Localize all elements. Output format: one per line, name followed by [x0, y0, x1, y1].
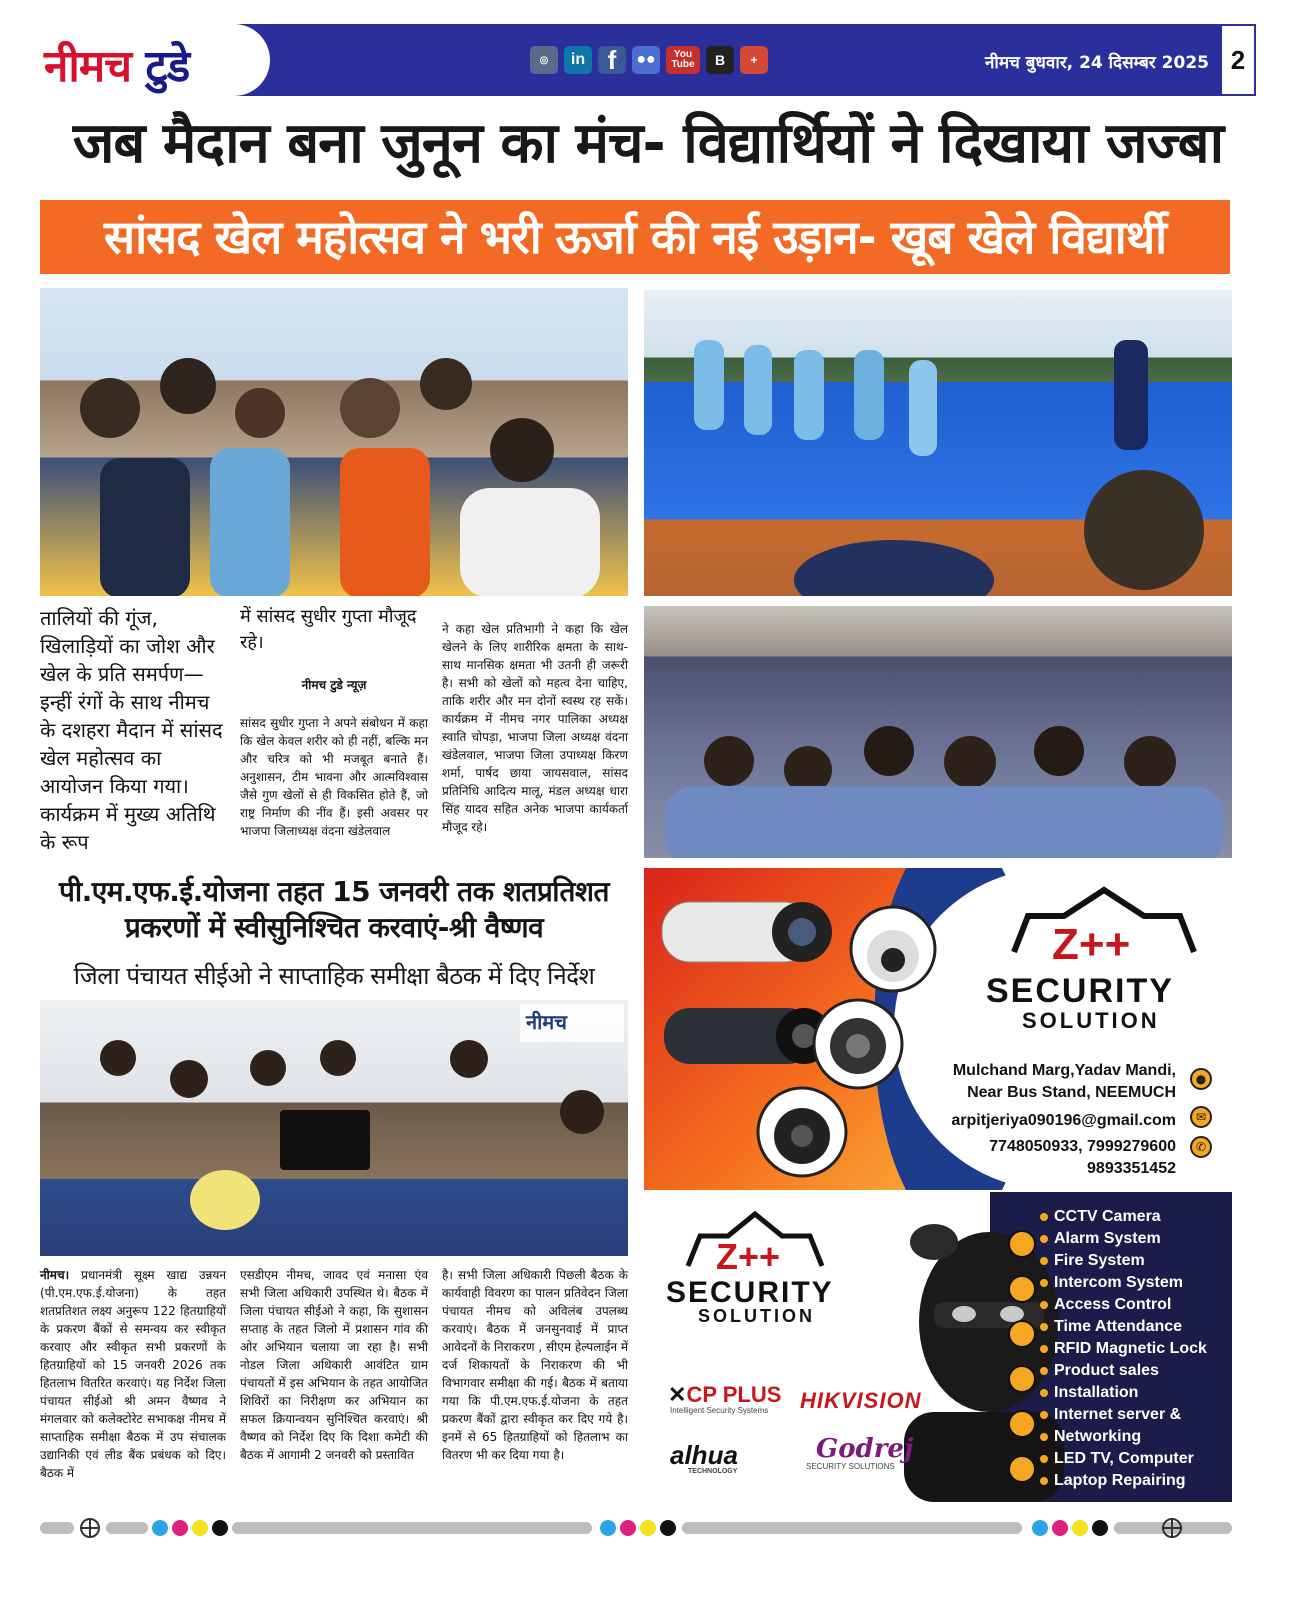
newspaper-logo [44, 34, 189, 94]
ad1-solution-word: SOLUTION [1022, 1008, 1160, 1033]
rfid-service-icon [1008, 1455, 1036, 1483]
ad1-phone-line2: 9893351452 [1087, 1160, 1176, 1177]
service-item: Access Control [1040, 1294, 1207, 1316]
location-pin-icon: ● [1190, 1068, 1212, 1090]
logo-part2: टुडे [145, 41, 190, 92]
youtube-icon: You Tube [666, 46, 700, 74]
ad1-phone-line1: 7748050933, 7999279600 [989, 1138, 1176, 1155]
security-ad-services [644, 1192, 1232, 1502]
ad2-security-word: SECURITY [666, 1276, 834, 1309]
service-item: Time Attendance [1040, 1316, 1207, 1338]
ad1-email: arpitjeriya090196@gmail.com [951, 1112, 1176, 1129]
mail-icon: ✉ [1190, 1106, 1212, 1128]
story1-byline: नीमच टुडे न्यूज़ [301, 678, 367, 692]
service-item: Laptop Repairing [1040, 1470, 1207, 1492]
black-dot [1092, 1520, 1108, 1536]
small-social-icon: ◎ [530, 46, 558, 74]
social-icons [530, 40, 768, 80]
main-headline: जब मैदान बना जुनून का मंच- विद्यार्थियों ने दिखाया जज्बा [72, 111, 1224, 176]
footer-bar [682, 1522, 1022, 1534]
yellow-dot [192, 1520, 208, 1536]
registration-mark-icon [1162, 1518, 1182, 1538]
ad1-address-line1: Mulchand Marg,Yadav Mandi, [952, 1062, 1176, 1079]
home-service-icon [1008, 1275, 1036, 1303]
cpplus-mark-icon: ✕ [668, 1382, 687, 1407]
sub-headline-banner: सांसद खेल महोत्सव ने भरी ऊर्जा की नई उड़ान- खूब खेले विद्यार्थी [40, 200, 1230, 274]
photo-kabaddi-match [644, 290, 1232, 596]
ad2-solution-word: SOLUTION [698, 1306, 815, 1326]
camera-service-icon [1008, 1230, 1036, 1258]
service-item: Alarm System [1040, 1228, 1207, 1250]
magenta-dot [620, 1520, 636, 1536]
photo-student-audience [644, 606, 1232, 858]
service-item: LED TV, Computer [1040, 1448, 1207, 1470]
story1-col2-body: सांसद सुधीर गुप्ता ने अपने संबोधन में कहा कि खेल केवल शरीर को ही नहीं, बल्कि मन और चरित्र को भी मजबूत बनाते हैं। अनुशासन, टीम भावना और आत्मविश्वास जैसे गुण खेलों से ही विकसित होते हैं, जो राष्ट्र निर्माण की नींव हैं। इसी अवसर पर भाजपा जिलाध्यक्ष वंदना खंडेलवाल [240, 716, 428, 838]
ad2-brand: Z++ [716, 1236, 781, 1277]
black-dot [660, 1520, 676, 1536]
service-item: RFID Magnetic Lock [1040, 1338, 1207, 1360]
story2-headline: पी.एम.एफ.ई.योजना तहत 15 जनवरी तक शतप्रतिशत प्रकरणों में स्वीसुनिश्चित करवाएं-श्री वैष्णव [58, 875, 609, 944]
dahua-logo: alhua [670, 1440, 738, 1470]
ad1-brand: Z++ [1052, 920, 1131, 969]
story2-col1-text: प्रधानमंत्री सूक्ष्म खाद्य उन्नयन (पी.एम.एफ.ई.योजना) के तहत शतप्रतिशत लक्ष्य अनुरूप 122 हितग्राहियों के प्रकरण बैंकों से समन्वय कर स्वीकृत करवाए और स्वीकृत सभी प्रकरणों के हितग्राहियों को 15 जनवरी 2026 तक हितलाभ वितरित करवाएं। यह निर्देश जिला पंचायत सीईओ श्री अमन वैष्णव ने मंगलवार को कलेक्टोरेट सभाकक्ष नीमच में साप्ताहिक समीक्षा बैठक में उप संचालक उद्यानिकी एवं लीड बैंक प्रबंधक को दिए। बैठक में [40, 1268, 226, 1480]
photo-mp-greeting-students [40, 288, 628, 596]
service-item: Product sales [1040, 1360, 1207, 1382]
service-item: CCTV Camera [1040, 1206, 1207, 1228]
fire-service-icon [1008, 1320, 1036, 1348]
plus-icon: + [740, 46, 768, 74]
story1-col2-lead: में सांसद सुधीर गुप्ता मौजूद रहे। [240, 606, 417, 653]
dome-camera-icon [810, 996, 906, 1092]
watermark-text: नीमच [526, 1010, 567, 1034]
yellow-dot [640, 1520, 656, 1536]
service-item: Networking [1040, 1426, 1207, 1448]
security-ad-contact [644, 868, 1232, 1190]
cpplus-logo [668, 1382, 781, 1408]
godrej-logo: Godrej [816, 1434, 914, 1464]
story2-subheadline: जिला पंचायत सीईओ ने साप्ताहिक समीक्षा बैठक में दिए निर्देश [73, 962, 595, 990]
hikvision-logo: HIKVISION [800, 1388, 922, 1413]
cyan-dot [1032, 1520, 1048, 1536]
registration-mark-icon [80, 1518, 100, 1538]
magenta-dot [1052, 1520, 1068, 1536]
story2-col2: एसडीएम नीमच, जावद एवं मनासा एंव सभी जिला अधिकारी उपस्थित थे। बैठक में जिला पंचायत सीईओ ने कहा, कि सुशासन सप्ताह के तहत जिलो में प्रशासन गांव की ओर अभियान चलाया जा रहा है। सभी नोडल जिला अधिकारी आवंटित ग्राम पंचायतों में इस अभियान के तहत आयोजित शिविरों का निरीक्षण कर अभियान का सफल क्रियान्वयन सुनिश्चित करवाएं। श्री वैष्णव को निर्देश दिए कि दिशा कमेटी की बैठक में आगामी 2 जनवरी को प्रस्तावित [240, 1268, 428, 1462]
page-number: 2 [1220, 24, 1256, 96]
story1-col3-body: ने कहा खेल प्रतिभागी ने कहा कि खेल खेलने के लिए शारीरिक क्षमता के साथ-साथ मानसिक क्षमता भी उतनी ही जरूरी है। सभी को खेलों को महत्व देना चाहिए, ताकि शरीर और मन दोनों स्वस्थ रह सकें। कार्यक्रम में नीमच नगर पालिका अध्यक्ष स्वाति चोपड़ा, भाजपा जिला अध्यक्ष वंदना खंडेलवाल, भाजपा जिला उपाध्यक्ष किरण शर्मा, पार्षद छाया जायसवाल, सांसद प्रतिनिधि आदित्य मालू, मंडल अध्यक्ष धारा सिंह यादव सहित अनेक भाजपा कार्यकर्ता मौजूद रहे। [442, 622, 628, 834]
cpplus-logo-text: CP PLUS [686, 1382, 782, 1407]
service-icon-column [1008, 1230, 1036, 1500]
phone-icon: ✆ [1190, 1136, 1212, 1158]
service-item: Fire System [1040, 1250, 1207, 1272]
bullet-camera-icon [652, 882, 852, 982]
linkedin-icon: in [564, 46, 592, 74]
cyan-dot [152, 1520, 168, 1536]
cpplus-tagline: Intelligent Security Systems [670, 1406, 769, 1415]
footer-bar [232, 1522, 592, 1534]
story2-col3: है। सभी जिला अधिकारी पिछली बैठक के कार्यवाही विवरण का पालन प्रतिवेदन जिला पंचायत नीमच को अविलंब उपलब्ध करवाएं। बैठक में जनसुनवाई में प्राप्त आवेदनों के निराकरण , सीएम हेल्पलाईन में दर्ज शिकायतों के निराकरण की भी विभागवार समीक्षा की गई। बैठक में बताया गया कि पी.एम.एफ.ई.योजना के तहत प्रकरण बैंकों द्वारा स्वीकृत कर दिए गये है। इनमें से 65 हितग्राहियों को हितलाभ का वितरण भी कर दिया गया है। [442, 1268, 628, 1462]
service-item: Installation [1040, 1382, 1207, 1404]
godrej-tagline: SECURITY SOLUTIONS [806, 1462, 895, 1471]
print-registration-bar [40, 1516, 1232, 1540]
black-dot [212, 1520, 228, 1536]
ad1-address-line2: Near Bus Stand, NEEMUCH [967, 1084, 1176, 1101]
service-item: Internet server & [1040, 1404, 1207, 1426]
story1-intro: तालियों की गूंज, खिलाड़ियों का जोश और खेल के प्रति समर्पण—इन्हीं रंगों के साथ नीमच के दशहरा मैदान में सांसद खेल महोत्सव का आयोजन किया गया। कार्यक्रम में मुख्य अतिथि के रूप [40, 606, 223, 854]
edition-date: नीमच बुधवार, 24 दिसम्बर 2025 [985, 53, 1209, 73]
story2-col1 [40, 1266, 226, 1482]
cyan-dot [600, 1520, 616, 1536]
photo-watermark-tag [520, 1004, 624, 1042]
masthead [40, 24, 1256, 96]
group-icon: ●● [632, 46, 660, 74]
masked-thief-icon [894, 1202, 1064, 1502]
ad1-security-word: SECURITY [986, 972, 1174, 1010]
service-item: Intercom System [1040, 1272, 1207, 1294]
footer-bar [106, 1522, 148, 1534]
intercom-service-icon [1008, 1365, 1036, 1393]
services-list [1040, 1206, 1207, 1492]
dome-camera-small-icon [754, 1084, 850, 1180]
magenta-dot [172, 1520, 188, 1536]
blogger-icon: B [706, 46, 734, 74]
yellow-dot [1072, 1520, 1088, 1536]
story2-dateline: नीमच। [40, 1268, 70, 1282]
facebook-icon: f [598, 46, 626, 74]
fingerprint-service-icon [1008, 1410, 1036, 1438]
footer-bar [40, 1522, 74, 1534]
dahua-tagline: TECHNOLOGY [688, 1468, 738, 1475]
logo-part1: नीमच [44, 41, 132, 92]
ptz-camera-icon [848, 904, 938, 994]
